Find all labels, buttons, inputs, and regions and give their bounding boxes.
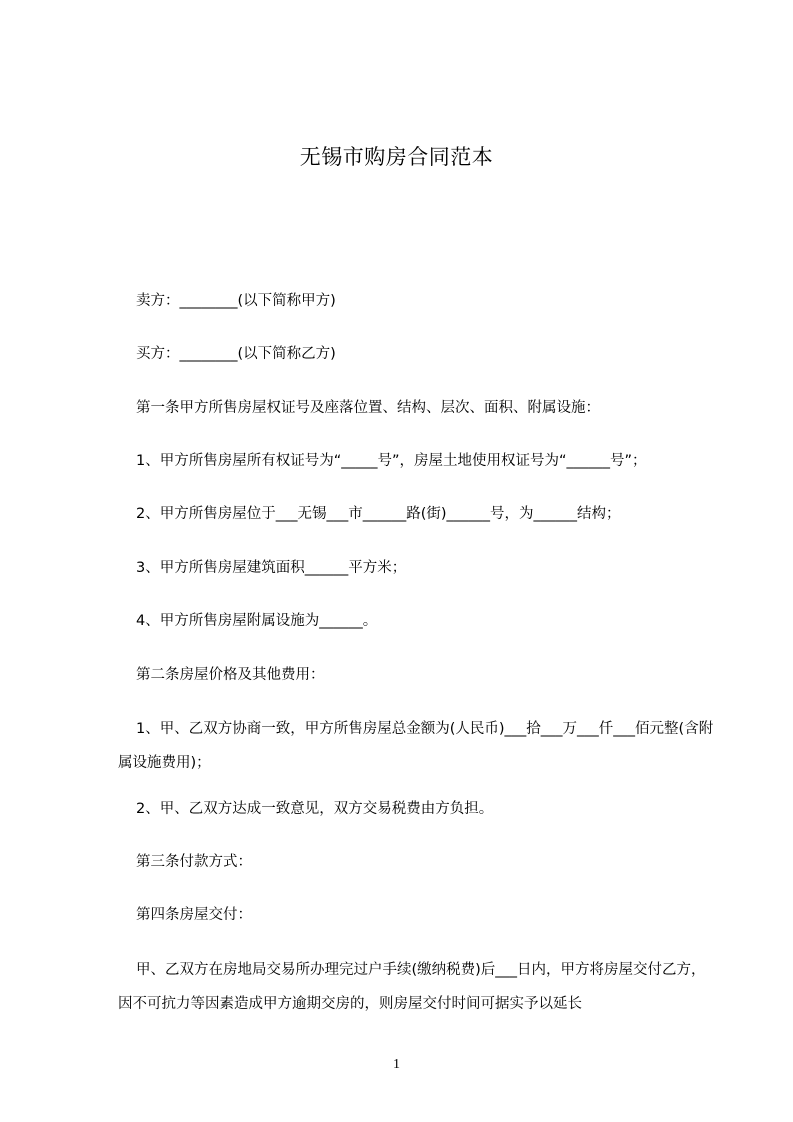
article-1-item-3: 3、甲方所售房屋建筑面积______平方米； xyxy=(136,560,407,576)
article-1-heading: 第一条甲方所售房屋权证号及座落位置、结构、层次、面积、附属设施： xyxy=(136,400,600,416)
seller-line: 卖方：________(以下简称甲方) xyxy=(136,293,336,309)
buyer-line: 买方：________(以下简称乙方) xyxy=(136,346,336,362)
article-1-item-1: 1、甲方所售房屋所有权证号为“_____号”，房屋土地使用权证号为“______号”； xyxy=(136,453,647,469)
article-2-heading: 第二条房屋价格及其他费用： xyxy=(136,667,325,683)
article-4-body: 甲、乙双方在房地局交易所办理完过户手续(缴纳税费)后___日内，甲方将房屋交付乙方，因不可抗力等因素造成甲方逾期交房的，则房屋交付时间可据实予以延长 xyxy=(118,962,706,1012)
article-1-item-2: 2、甲方所售房屋位于___无锡___市______路(街)______号，为______结构； xyxy=(136,506,621,522)
article-2-item-2: 2、甲、乙双方达成一致意见，双方交易税费由方负担。 xyxy=(136,801,494,817)
article-1-item-4: 4、甲方所售房屋附属设施为______。 xyxy=(136,613,378,629)
article-2-item-1: 1、甲、乙双方协商一致，甲方所售房屋总金额为(人民币)___拾___万___仟___佰元整(含附属设施费用)； xyxy=(118,721,714,771)
article-3-heading: 第三条付款方式： xyxy=(136,854,252,870)
article-4-heading: 第四条房屋交付： xyxy=(136,907,252,923)
document-title: 无锡市购房合同范本 xyxy=(299,145,494,169)
page-number: 1 xyxy=(393,1057,400,1072)
